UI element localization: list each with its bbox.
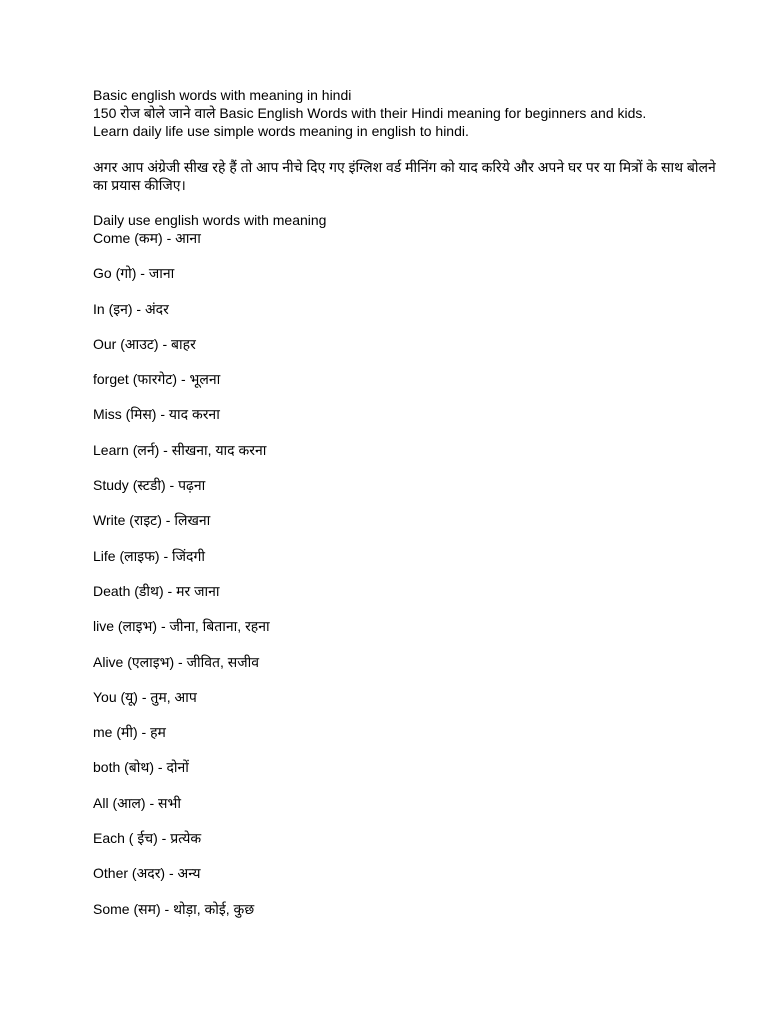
document-title: Basic english words with meaning in hindi	[93, 87, 352, 103]
word-entry: live (लाइभ) - जीना, बिताना, रहना	[93, 618, 270, 635]
word-entry: Life (लाइफ) - जिंदगी	[93, 547, 205, 564]
word-entry: All (आल) - सभी	[93, 794, 181, 811]
word-entry: Write (राइट) - लिखना	[93, 512, 211, 529]
word-entry: In (इन) - अंदर	[93, 300, 169, 317]
document-page	[93, 86, 733, 935]
paragraph-spacer	[93, 140, 733, 158]
section-heading: Daily use english words with meaning	[93, 212, 327, 228]
word-entry: Each ( ईच) - प्रत्येक	[93, 830, 202, 847]
word-entry: me (मी) - हम	[93, 724, 166, 741]
word-entry: Go (गो) - जाना	[93, 265, 175, 282]
word-entry: forget (फारगेट) - भूलना	[93, 371, 221, 388]
document-subtitle: 150 रोज बोले जाने वाले Basic English Words with their Hindi meaning for beginners and kids.	[93, 105, 647, 121]
word-entry: Miss (मिस) - याद करना	[93, 406, 220, 423]
word-entry: Some (सम) - थोड़ा, कोई, कुछ	[93, 900, 255, 917]
hindi-paragraph: अगर आप अंग्रेजी सीख रहे हैं तो आप नीचे दिए गए इंग्लिश वर्ड मीनिंग को याद करिये और अपने घर पर या मित्रों के साथ बोलने का प्रयास कीजिए।	[93, 159, 716, 193]
word-entry: Other (अदर) - अन्य	[93, 865, 201, 882]
word-entry: Study (स्टडी) - पढ़ना	[93, 477, 206, 494]
word-entry: both (बोथ) - दोनों	[93, 759, 189, 776]
word-entry: You (यू) - तुम, आप	[93, 688, 197, 705]
paragraph-spacer	[93, 194, 733, 212]
word-entry: Learn (लर्न) - सीखना, याद करना	[93, 441, 267, 458]
document-intro: Learn daily life use simple words meaning in english to hindi.	[93, 123, 469, 139]
word-entry: Alive (एलाइभ) - जीवित, सजीव	[93, 653, 260, 670]
word-entry: Come (कम) - आना	[93, 230, 201, 246]
word-entry: Death (डीथ) - मर जाना	[93, 582, 220, 599]
word-list	[93, 229, 733, 935]
word-entry: Our (आउट) - बाहर	[93, 335, 196, 352]
